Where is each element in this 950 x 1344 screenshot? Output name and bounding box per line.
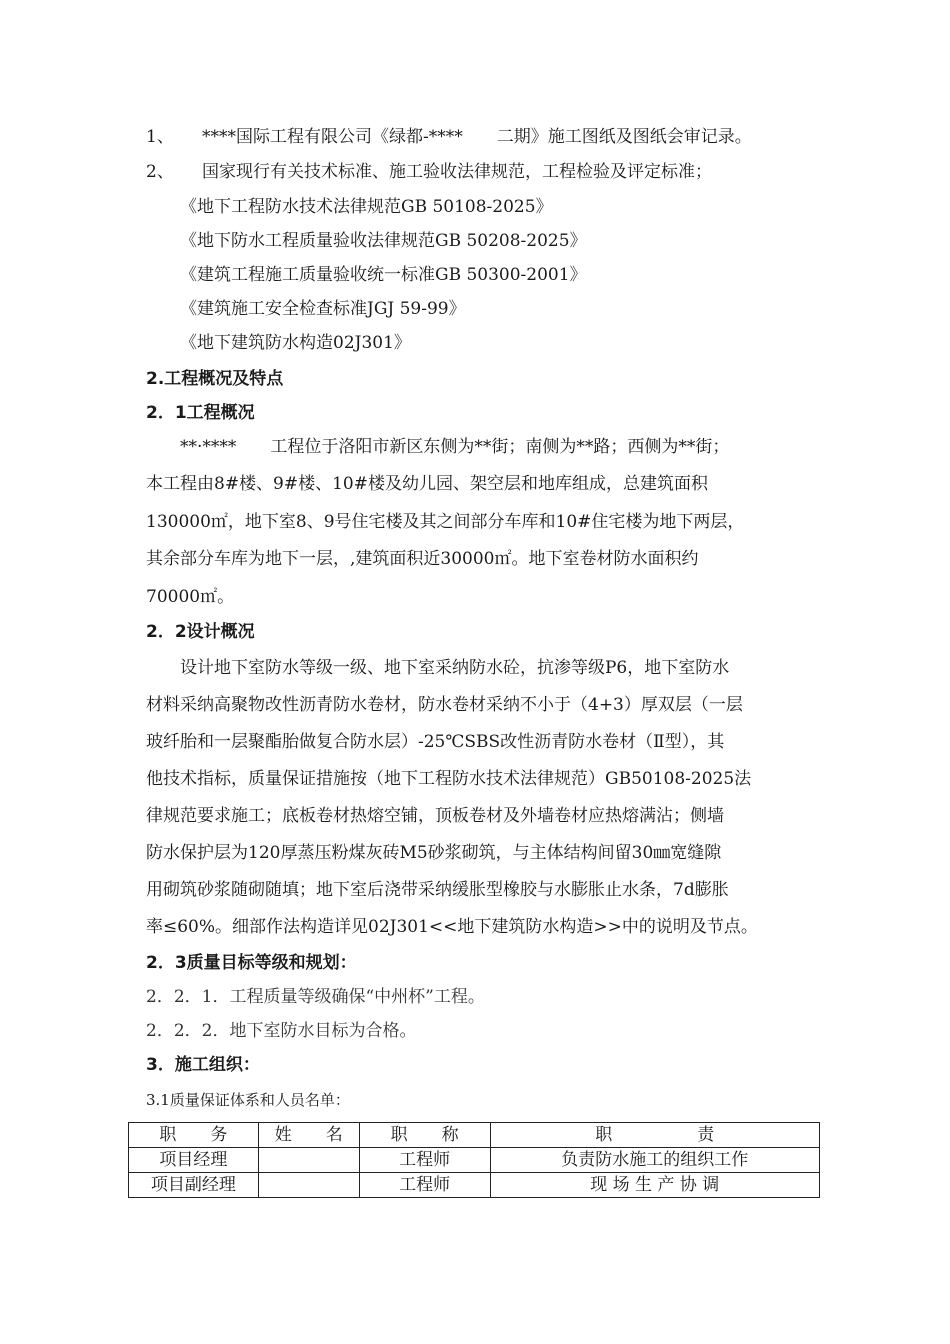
section-3-heading: 3．施工组织： [146,1055,260,1075]
paragraph-line: 130000㎡，地下室8、9号住宅楼及其之间部分车库和10#住宅楼为地下两层， [146,512,745,532]
table-row [129,1148,820,1173]
paragraph-line: 他技术指标，质量保证措施按（地下工程防水技术法律规范）GB50108-2025法 [146,769,752,789]
section-2-heading: 2.工程概况及特点 [146,369,284,389]
cell-title: 工程师 [359,1148,490,1173]
paragraph-line: 本工程由8#楼、9#楼、10#楼及幼儿园、架空层和地库组成，总建筑面积 [146,474,708,494]
standard-item: 《地下建筑防水构造02J301》 [180,333,411,353]
header-cell-name: 姓 名 [258,1123,359,1148]
section-2-2-heading: 2．2设计概况 [146,622,255,642]
staff-table [128,1122,820,1198]
cell-title: 工程师 [359,1173,490,1198]
ref-item-2-text: 国家现行有关技术标准、施工验收法律规范，工程检验及评定标准； [202,162,712,182]
cell-name [258,1173,359,1198]
section-3-1-heading: 3.1质量保证体系和人员名单： [146,1091,350,1109]
cell-name [258,1148,359,1173]
paragraph-line: 其余部分车库为地下一层，,建筑面积近30000㎡。地下室卷材防水面积约 [146,549,699,569]
paragraph-line: 防水保护层为120厚蒸压粉煤灰砖M5砂浆砌筑，与主体结构间留30㎜宽缝隙 [146,843,722,863]
header-cell-title: 职 称 [359,1123,490,1148]
paragraph-line: 用砌筑砂浆随砌随填；地下室后浇带采纳缓胀型橡胶与水膨胀止水条，7d膨胀 [146,880,729,900]
table-row [129,1173,820,1198]
header-cell-duty: 职 责 [490,1123,820,1148]
paragraph-line: 2．2．2．地下室防水目标为合格。 [146,1021,417,1041]
cell-position: 项目经理 [129,1148,259,1173]
paragraph-line: 材料采纳高聚物改性沥青防水卷材，防水卷材采纳不小于（4+3）厚双层（一层 [146,695,743,715]
paragraph-line: 设计地下室防水等级一级、地下室采纳防水砼，抗渗等级P6，地下室防水 [180,658,730,678]
cell-duty: 现 场 生 产 协 调 [490,1173,820,1198]
header-cell-position: 职 务 [129,1123,259,1148]
paragraph-line: **·**** 工程位于洛阳市新区东侧为**街；南侧为**路；西侧为**街； [180,437,730,457]
standard-item: 《地下防水工程质量验收法律规范GB 50208-2025》 [180,231,587,251]
cell-position: 项目副经理 [129,1173,259,1198]
table-header-row [129,1123,820,1148]
standard-item: 《建筑施工安全检查标准JGJ 59-99》 [180,299,466,319]
paragraph-line: 律规范要求施工；底板卷材热熔空铺，顶板卷材及外墙卷材应热熔满沾；侧墙 [146,806,724,826]
standard-item: 《地下工程防水技术法律规范GB 50108-2025》 [180,197,553,217]
paragraph-line: 率≤60%。细部作法构造详见02J301<<地下建筑防水构造>>中的说明及节点。 [146,917,758,937]
cell-duty: 负责防水施工的组织工作 [490,1148,820,1173]
ref-item-1-number: 1、 [146,127,174,147]
paragraph-line: 70000㎡。 [146,587,235,607]
section-2-1-heading: 2．1工程概况 [146,403,255,423]
section-2-3-heading: 2．3质量目标等级和规划： [146,953,357,973]
standard-item: 《建筑工程施工质量验收统一标准GB 50300-2001》 [180,265,587,285]
paragraph-line: 玻纤胎和一层聚酯胎做复合防水层）-25℃SBS改性沥青防水卷材（Ⅱ型），其 [146,732,725,752]
ref-item-2-number: 2、 [146,162,174,182]
ref-item-1-text: ****国际工程有限公司《绿都-**** 二期》施工图纸及图纸会审记录。 [202,127,752,147]
paragraph-line: 2．2．1．工程质量等级确保“中州杯”工程。 [146,987,485,1007]
